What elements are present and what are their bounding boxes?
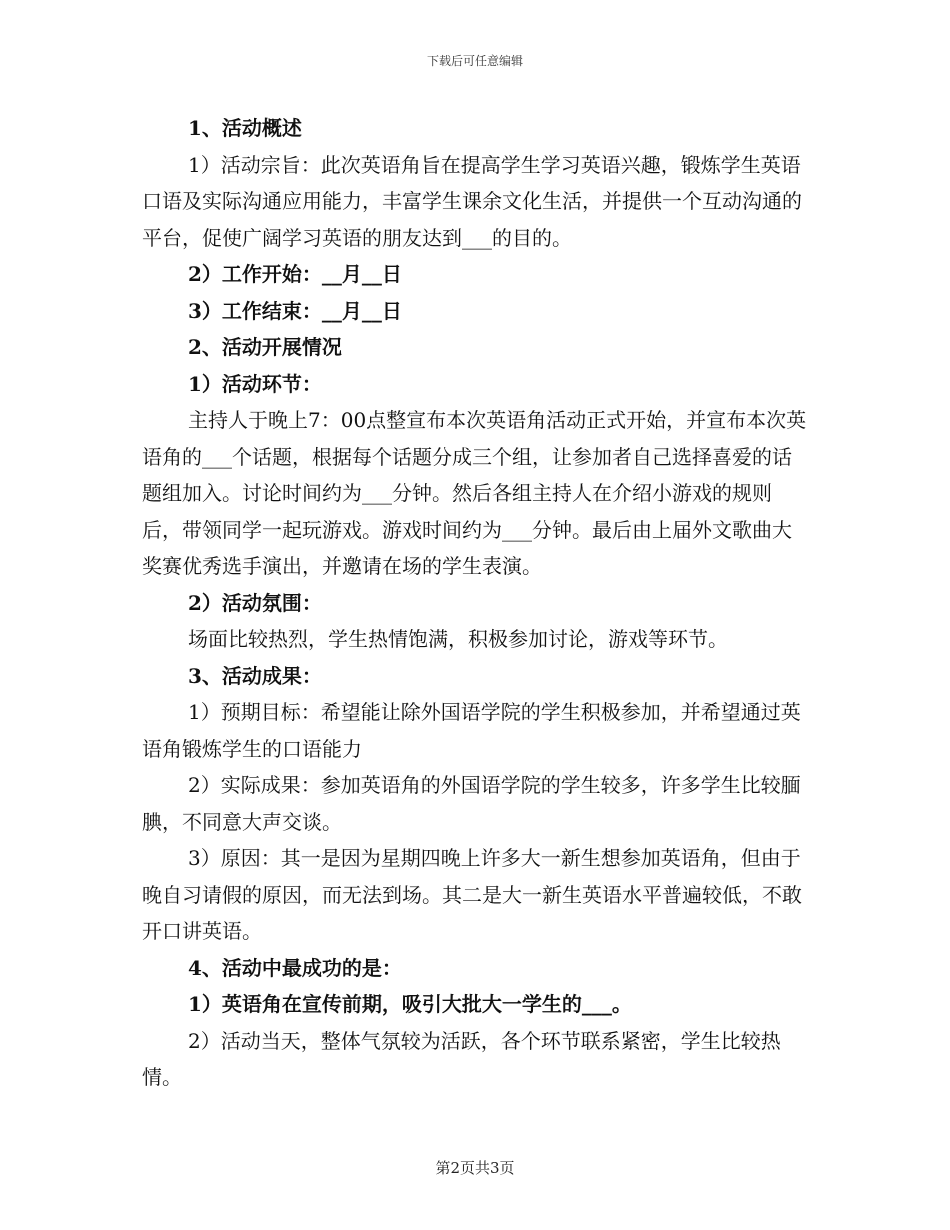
paragraph-2: 1）活动宗旨：此次英语角旨在提高学生学习英语兴趣，锻炼学生英语口语及实际沟通应用能力，丰富学生课余文化生活，并提供一个互动沟通的平台，促使广阔学习英语的朋友达到___的目的。 <box>142 152 802 250</box>
paragraph-3: 2）工作开始：__月__日 <box>188 262 402 286</box>
paragraph-8: 2）活动氛围： <box>188 590 322 615</box>
paragraph-1: 1、活动概述 <box>188 116 302 140</box>
paragraph-4: 3）工作结束：__月__日 <box>188 298 402 323</box>
paragraph-14: 4、活动中最成功的是： <box>188 955 402 980</box>
paragraph-9: 场面比较热烈，学生热情饱满，积极参加讨论，游戏等环节。 <box>188 627 728 651</box>
paragraph-11: 1）预期目标：希望能让除外国语学院的学生积极参加，并希望通过英语角锻炼学生的口语能力 <box>142 700 801 761</box>
paragraph-5: 2、活动开展情况 <box>188 335 342 359</box>
page-number-footer: 第2页共3页 <box>435 1159 515 1177</box>
paragraph-6: 1）活动环节： <box>188 371 322 396</box>
paragraph-7: 主持人于晚上7：00点整宣布本次英语角活动正式开始，并宣布本次英语角的___个话题，根据每个话题分成三个组，让参加者自己选择喜爱的话题组加入。讨论时间约为___分钟。然后各组主持人在介绍小游戏的规则后，带领同学一起玩游戏。游戏时间约为___分钟。最后由上届外文歌曲大奖赛优秀选手演出，并邀请在场的学生表演。 <box>142 408 807 578</box>
paragraph-16: 2）活动当天，整体气氛较为活跃，各个环节联系紧密，学生比较热情。 <box>142 1028 781 1089</box>
document-body <box>142 110 808 1096</box>
paragraph-10: 3、活动成果： <box>188 663 322 688</box>
paragraph-15: 1）英语角在宣传前期，吸引大批大一学生的___。 <box>188 992 632 1016</box>
paragraph-13: 3）原因：其一是因为星期四晚上许多大一新生想参加英语角，但由于晚自习请假的原因，而无法到场。其二是大一新生英语水平普遍较低，不敢开口讲英语。 <box>142 846 802 943</box>
page-header: 下载后可任意编辑 <box>426 54 523 68</box>
paragraph-12: 2）实际成果：参加英语角的外国语学院的学生较多，许多学生比较腼腆，不同意大声交谈。 <box>142 773 801 834</box>
